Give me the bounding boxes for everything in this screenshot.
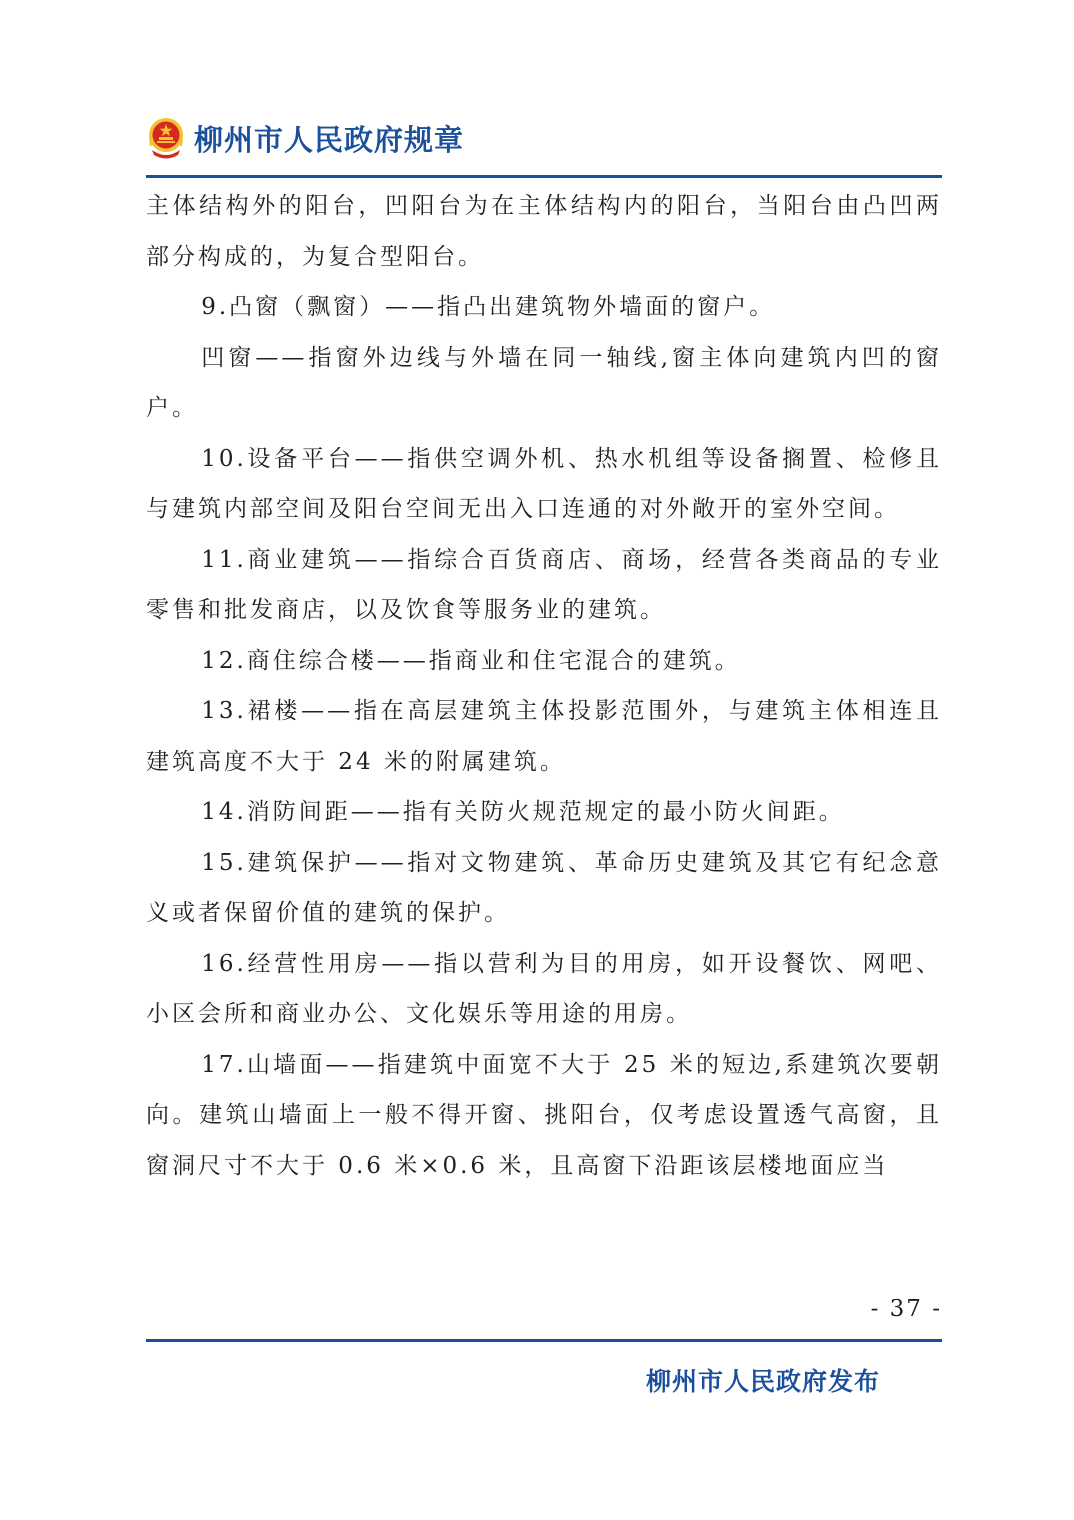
paragraph-item-15: 15.建筑保护——指对文物建筑、革命历史建筑及其它有纪念意义或者保留价值的建筑的保护。 xyxy=(146,849,942,926)
paragraph-item-16: 16.经营性用房——指以营利为目的用房，如开设餐饮、网吧、小区会所和商业办公、文化娱乐等用途的用房。 xyxy=(146,950,942,1027)
header-title: 柳州市人民政府规章 xyxy=(194,122,465,157)
paragraph-recessed-window: 凹窗——指窗外边线与外墙在同一轴线,窗主体向建筑内凹的窗户。 xyxy=(146,344,942,421)
national-emblem-icon xyxy=(146,116,186,160)
paragraph-item-12: 12.商住综合楼——指商业和住宅混合的建筑。 xyxy=(201,647,741,674)
document-body xyxy=(146,181,942,1191)
paragraph-item-9: 9.凸窗（飘窗）——指凸出建筑物外墙面的窗户。 xyxy=(201,294,776,320)
paragraph-item-10: 10.设备平台——指供空调外机、热水机组等设备搁置、检修且与建筑内部空间及阳台空间无出入口连通的对外敞开的室外空间。 xyxy=(146,445,942,522)
page-header xyxy=(146,112,464,164)
footer-title: 柳州市人民政府发布 xyxy=(645,1367,880,1396)
paragraph-continuation: 主体结构外的阳台，凹阳台为在主体结构内的阳台，当阳台由凸凹两部分构成的，为复合型阳台。 xyxy=(146,193,942,270)
header-divider xyxy=(146,175,942,178)
paragraph-item-17: 17.山墙面——指建筑中面宽不大于 25 米的短边,系建筑次要朝向。建筑山墙面上一般不得开窗、挑阳台，仅考虑设置透气高窗，且窗洞尺寸不大于 0.6 米×0.6 米，且高窗下沿距该层楼地面应当 xyxy=(146,1051,942,1179)
page-number: - 37 - xyxy=(870,1296,942,1322)
paragraph-item-11: 11.商业建筑——指综合百货商店、商场，经营各类商品的专业零售和批发商店，以及饮食等服务业的建筑。 xyxy=(146,546,942,623)
paragraph-item-13: 13.裙楼——指在高层建筑主体投影范围外，与建筑主体相连且建筑高度不大于 24 米的附属建筑。 xyxy=(146,698,942,775)
footer-divider xyxy=(146,1339,942,1342)
paragraph-item-14: 14.消防间距——指有关防火规范规定的最小防火间距。 xyxy=(201,799,845,825)
